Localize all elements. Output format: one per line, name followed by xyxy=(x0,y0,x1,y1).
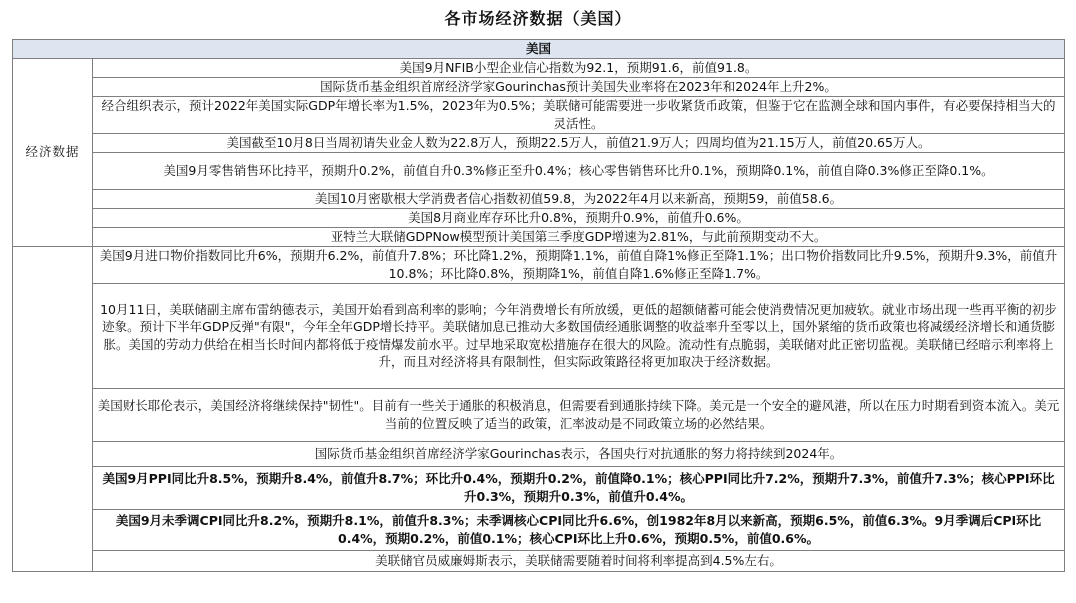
table-cell: 亚特兰大联储GDPNow模型预计美国第三季度GDP增速为2.81%，与此前预期变动不大。 xyxy=(93,227,1065,246)
table-row xyxy=(13,133,1065,152)
table-cell: 美国9月PPI同比升8.5%，预期升8.4%，前值升8.7%；环比升0.4%，预期升0.2%，前值降0.1%；核心PPI同比升7.2%，预期升7.3%，前值升7.3%；核心PPI环比升0.3%，预期升0.3%，前值升0.4%。 xyxy=(93,466,1065,509)
table-row xyxy=(13,58,1065,77)
table-row xyxy=(13,189,1065,208)
table-cell: 美国9月进口物价指数同比升6%，预期升6.2%，前值升7.8%；环比降1.2%，预期降1.1%，前值自降1%修正至降1.1%；出口物价指数同比升9.5%，预期升9.3%，前值升10.8%；环比降0.8%，预期降1%，前值自降1.6%修正至降1.7%。 xyxy=(93,246,1065,283)
table-row xyxy=(13,227,1065,246)
economic-data-table xyxy=(12,39,1065,572)
table-row xyxy=(13,550,1065,571)
category-blank xyxy=(13,246,93,571)
table-row xyxy=(13,388,1065,441)
table-cell: 美国财长耶伦表示，美国经济将继续保持"韧性"。目前有一些关于通胀的积极消息，但需要看到通胀持续下降。美元是一个安全的避风港，所以在压力时期看到资本流入。美元当前的位置反映了适当的政策，汇率波动是不同政策立场的必然结果。 xyxy=(93,388,1065,441)
category-economic-data: 经济数据 xyxy=(13,58,93,246)
table-cell: 国际货币基金组织首席经济学家Gourinchas表示，各国央行对抗通胀的努力将持续到2024年。 xyxy=(93,441,1065,466)
country-header: 美国 xyxy=(13,40,1065,59)
table-row xyxy=(13,246,1065,283)
table-cell: 美联储官员威廉姆斯表示，美联储需要随着时间将利率提高到4.5%左右。 xyxy=(93,550,1065,571)
table-row xyxy=(13,208,1065,227)
table-row xyxy=(13,152,1065,189)
table-row xyxy=(13,96,1065,133)
table-cell: 美国截至10月8日当周初请失业金人数为22.8万人，预期22.5万人，前值21.9万人；四周均值为21.15万人，前值20.65万人。 xyxy=(93,133,1065,152)
table-cell: 美国9月NFIB小型企业信心指数为92.1，预期91.6，前值91.8。 xyxy=(93,58,1065,77)
country-header-row xyxy=(13,40,1065,59)
table-row xyxy=(13,441,1065,466)
table-row xyxy=(13,283,1065,388)
table-cell: 经合组织表示，预计2022年美国实际GDP年增长率为1.5%，2023年为0.5%；美联储可能需要进一步收紧货币政策，但鉴于它在监测全球和国内事件，有必要保持相当大的灵活性。 xyxy=(93,96,1065,133)
table-cell: 美国9月零售销售环比持平，预期升0.2%，前值自升0.3%修正至升0.4%；核心零售销售环比升0.1%，预期降0.1%，前值自降0.3%修正至降0.1%。 xyxy=(93,152,1065,189)
page-title: 各市场经济数据（美国） xyxy=(444,9,632,28)
table-cell: 美国9月未季调CPI同比升8.2%，预期升8.1%，前值升8.3%；未季调核心CPI同比升6.6%，创1982年8月以来新高，预期6.5%，前值6.3%。9月季调后CPI环比0.4%，预期0.2%，前值0.1%；核心CPI环比上升0.6%，预期0.5%，前值0.6%。 xyxy=(93,509,1065,550)
table-cell: 美国8月商业库存环比升0.8%，预期升0.9%，前值升0.6%。 xyxy=(93,208,1065,227)
table-cell: 10月11日，美联储副主席布雷纳德表示，美国开始看到高利率的影响；今年消费增长有所放缓，更低的超额储蓄可能会使消费情况更加疲软。就业市场出现一些再平衡的初步迹象。预计下半年GDP反弹"有限"，今年全年GDP增长持平。美联储加息已推动大多数国债经通胀调整的收益率升至零以上，国外紧缩的货币政策也将减缓经济增长和通货膨胀。美国的劳动力供给在相当长时间内都将低于疫情爆发前水平。过早地采取宽松措施存在很大的风险。流动性有点脆弱，美联储对此正密切监视。美联储已经暗示利率将上升，而且对经济将具有限制性，但实际政策路径将更加取决于经济数据。 xyxy=(93,283,1065,388)
table-row xyxy=(13,509,1065,550)
table-row xyxy=(13,466,1065,509)
table-row xyxy=(13,77,1065,96)
table-cell: 国际货币基金组织首席经济学家Gourinchas预计美国失业率将在2023年和2024年上升2%。 xyxy=(93,77,1065,96)
table-cell: 美国10月密歇根大学消费者信心指数初值59.8，为2022年4月以来新高，预期59，前值58.6。 xyxy=(93,189,1065,208)
